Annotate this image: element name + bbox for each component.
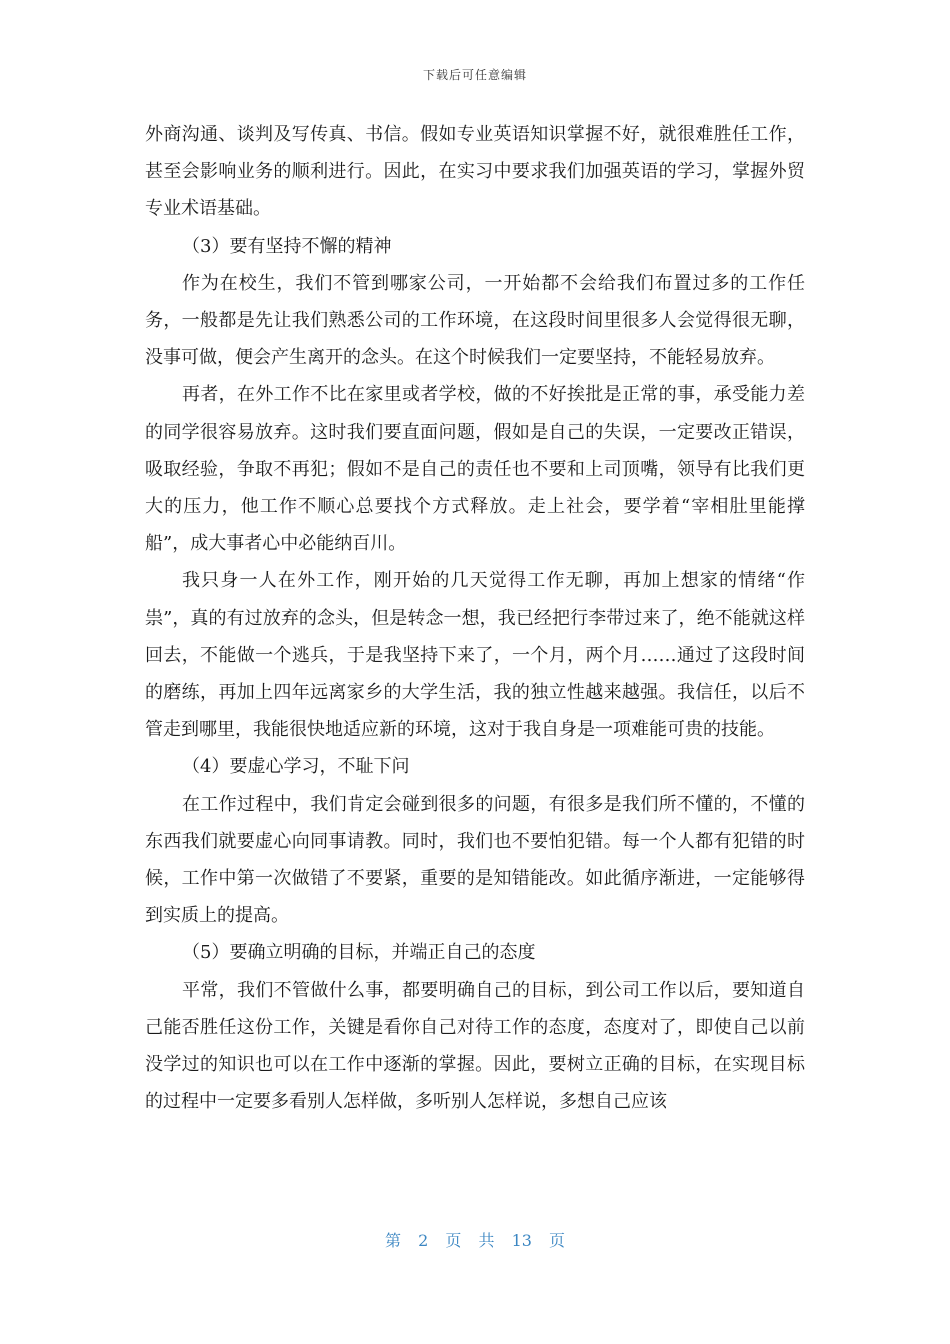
paragraph-persistence-3: 我只身一人在外工作，刚开始的几天觉得工作无聊，再加上想家的情绪“作祟”，真的有过放弃的念头，但是转念一想，我已经把行李带过来了，绝不能就这样回去，不能做一个逃兵，于是我坚持下来了，一个月，两个月……通过了这段时间的磨练，再加上四年远离家乡的大学生活，我的独立性越来越强。我信任，以后不管走到哪里，我能很快地适应新的环境，这对于我自身是一项难能可贵的技能。: [145, 570, 805, 741]
section-heading-3: （3）要有坚持不懈的精神: [182, 235, 392, 257]
footer-total-pages: 13: [511, 1231, 532, 1250]
footer-page-unit: 页: [445, 1231, 462, 1250]
footer-total-unit: 页: [549, 1231, 566, 1250]
footer-page-number: 2: [418, 1231, 429, 1250]
paragraph-persistence-1: 作为在校生，我们不管到哪家公司，一开始都不会给我们布置过多的工作任务，一般都是先让我们熟悉公司的工作环境，在这段时间里很多人会觉得很无聊，没事可做，便会产生离开的念头。在这个时候我们一定要坚持，不能轻易放弃。: [145, 272, 805, 369]
paragraph-learning: 在工作过程中，我们肯定会碰到很多的问题，有很多是我们所不懂的，不懂的东西我们就要虚心向同事请教。同时，我们也不要怕犯错。每一个人都有犯错的时候，工作中第一次做错了不要紧，重要的是知错能改。如此循序渐进，一定能够得到实质上的提高。: [145, 793, 805, 927]
footer-total-label: 共: [478, 1231, 495, 1250]
paragraph-intro: 外商沟通、谈判及写传真、书信。假如专业英语知识掌握不好，就很难胜任工作，甚至会影响业务的顺利进行。因此，在实习中要求我们加强英语的学习，掌握外贸专业术语基础。: [145, 124, 805, 220]
paragraph-persistence-2: 再者，在外工作不比在家里或者学校，做的不好挨批是正常的事，承受能力差的同学很容易放弃。这时我们要直面问题，假如是自己的失误，一定要改正错误，吸取经验，争取不再犯；假如不是自己的责任也不要和上司顶嘴，领导有比我们更大的压力，他工作不顺心总要找个方式释放。走上社会，要学着“宰相肚里能撑船”，成大事者心中必能纳百川。: [145, 384, 805, 555]
document-body: [145, 116, 805, 1120]
section-heading-5: （5）要确立明确的目标，并端正自己的态度: [182, 942, 536, 964]
footer-page-label: 第: [384, 1231, 401, 1250]
page-footer: [0, 1228, 950, 1251]
paragraph-goals: 平常，我们不管做什么事，都要明确自己的目标，到公司工作以后，要知道自己能否胜任这份工作，关键是看你自己对待工作的态度，态度对了，即使自己以前没学过的知识也可以在工作中逐渐的掌握。因此，要树立正确的目标，在实现目标的过程中一定要多看别人怎样做，多听别人怎样说，多想自己应该: [145, 979, 805, 1113]
page-header: 下载后可任意编辑: [422, 68, 527, 82]
section-heading-4: （4）要虚心学习，不耻下问: [182, 756, 410, 778]
